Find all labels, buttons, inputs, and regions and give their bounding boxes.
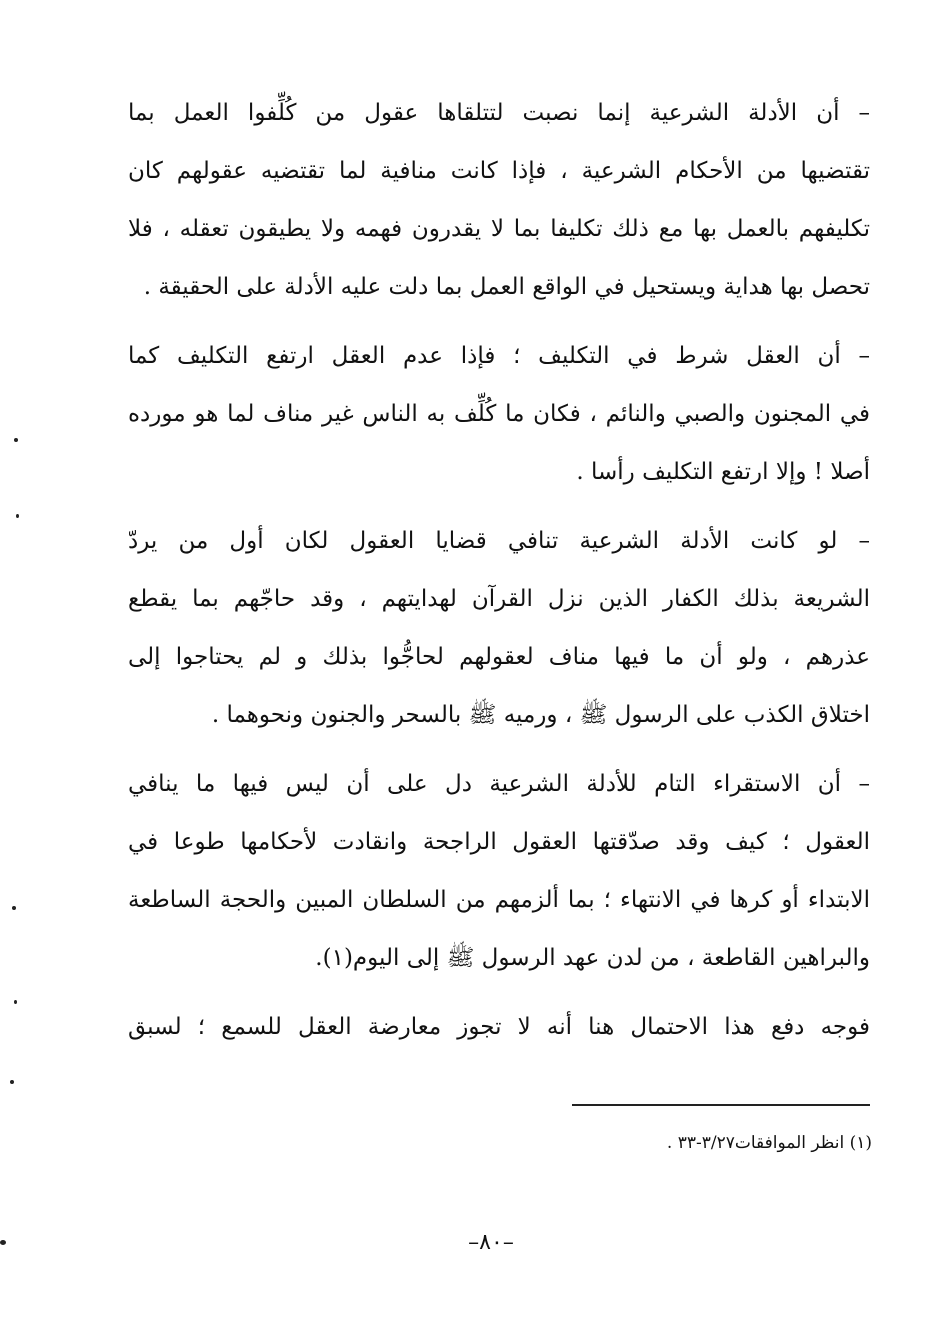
scan-speck	[12, 906, 16, 910]
footnote-divider	[572, 1104, 870, 1106]
scan-speck	[16, 514, 19, 518]
paragraph	[128, 327, 870, 501]
scan-speck	[10, 1080, 14, 1084]
paragraph	[128, 84, 870, 316]
scan-speck	[14, 1000, 17, 1004]
text-line: الشريعة بذلك الكفار الذين نزل القرآن لهدايتهم ، وقد حاجّهم بما يقطع	[128, 586, 870, 612]
paragraph	[128, 755, 870, 987]
body-text	[128, 84, 870, 1056]
paragraph	[128, 512, 870, 744]
text-line: – أن الأدلة الشرعية إنما نصبت لتتلقاها عقول من كُلِّفوا العمل بما	[128, 100, 870, 126]
text-line: اختلاق الكذب على الرسول ﷺ ، ورميه ﷺ بالسحر والجنون ونحوهما .	[211, 702, 870, 728]
text-line: والبراهين القاطعة ، من لدن عهد الرسول ﷺ إلى اليوم(١).	[315, 945, 870, 971]
text-line: في المجنون والصبي والنائم ، فكان ما كُلِّف به الناس غير مناف لما هو مورده	[128, 401, 870, 427]
text-line: عذرهم ، ولو أن ما فيها مناف لعقولهم لحاجُّوا بذلك و لم يحتاجوا إلى	[128, 644, 870, 670]
text-line: – أن الاستقراء التام للأدلة الشرعية دل على أن ليس فيها ما ينافي	[128, 771, 870, 797]
text-line: تقتضيها من الأحكام الشرعية ، فإذا كانت منافية لما تقتضيه عقولهم كان	[128, 158, 870, 184]
paragraph	[128, 998, 870, 1056]
text-line: فوجه دفع هذا الاحتمال هنا أنه لا تجوز معارضة العقل للسمع ؛ لسبق	[128, 1014, 870, 1040]
text-line: تكليفهم بالعمل بها مع ذلك تكليفا بما لا يقدرون فهمه ولا يطيقون تعقله ، فلا	[128, 216, 870, 242]
scan-speck	[14, 438, 18, 442]
scan-speck	[0, 1240, 6, 1245]
text-line: تحصل بها هداية ويستحيل في الواقع العمل بما دلت عليه الأدلة على الحقيقة .	[143, 274, 870, 300]
text-line: أصلا ! وإلا ارتفع التكليف رأسا .	[576, 459, 870, 485]
footnote: (١) انظر الموافقات٣/٢٧-٣٣ .	[666, 1133, 872, 1153]
text-line: الابتداء أو كرها في الانتهاء ؛ بما ألزمهم من السلطان المبين والحجة الساطعة	[128, 887, 870, 913]
page-number: –٨٠–	[468, 1230, 514, 1255]
text-line: – أن العقل شرط في التكليف ؛ فإذا عدم العقل ارتفع التكليف كما	[128, 343, 870, 369]
text-line: العقول ؛ كيف وقد صدّقتها العقول الراجحة وانقادت لأحكامها طوعا في	[128, 829, 870, 855]
text-line: – لو كانت الأدلة الشرعية تنافي قضايا العقول لكان أول من يردّ	[128, 528, 870, 554]
